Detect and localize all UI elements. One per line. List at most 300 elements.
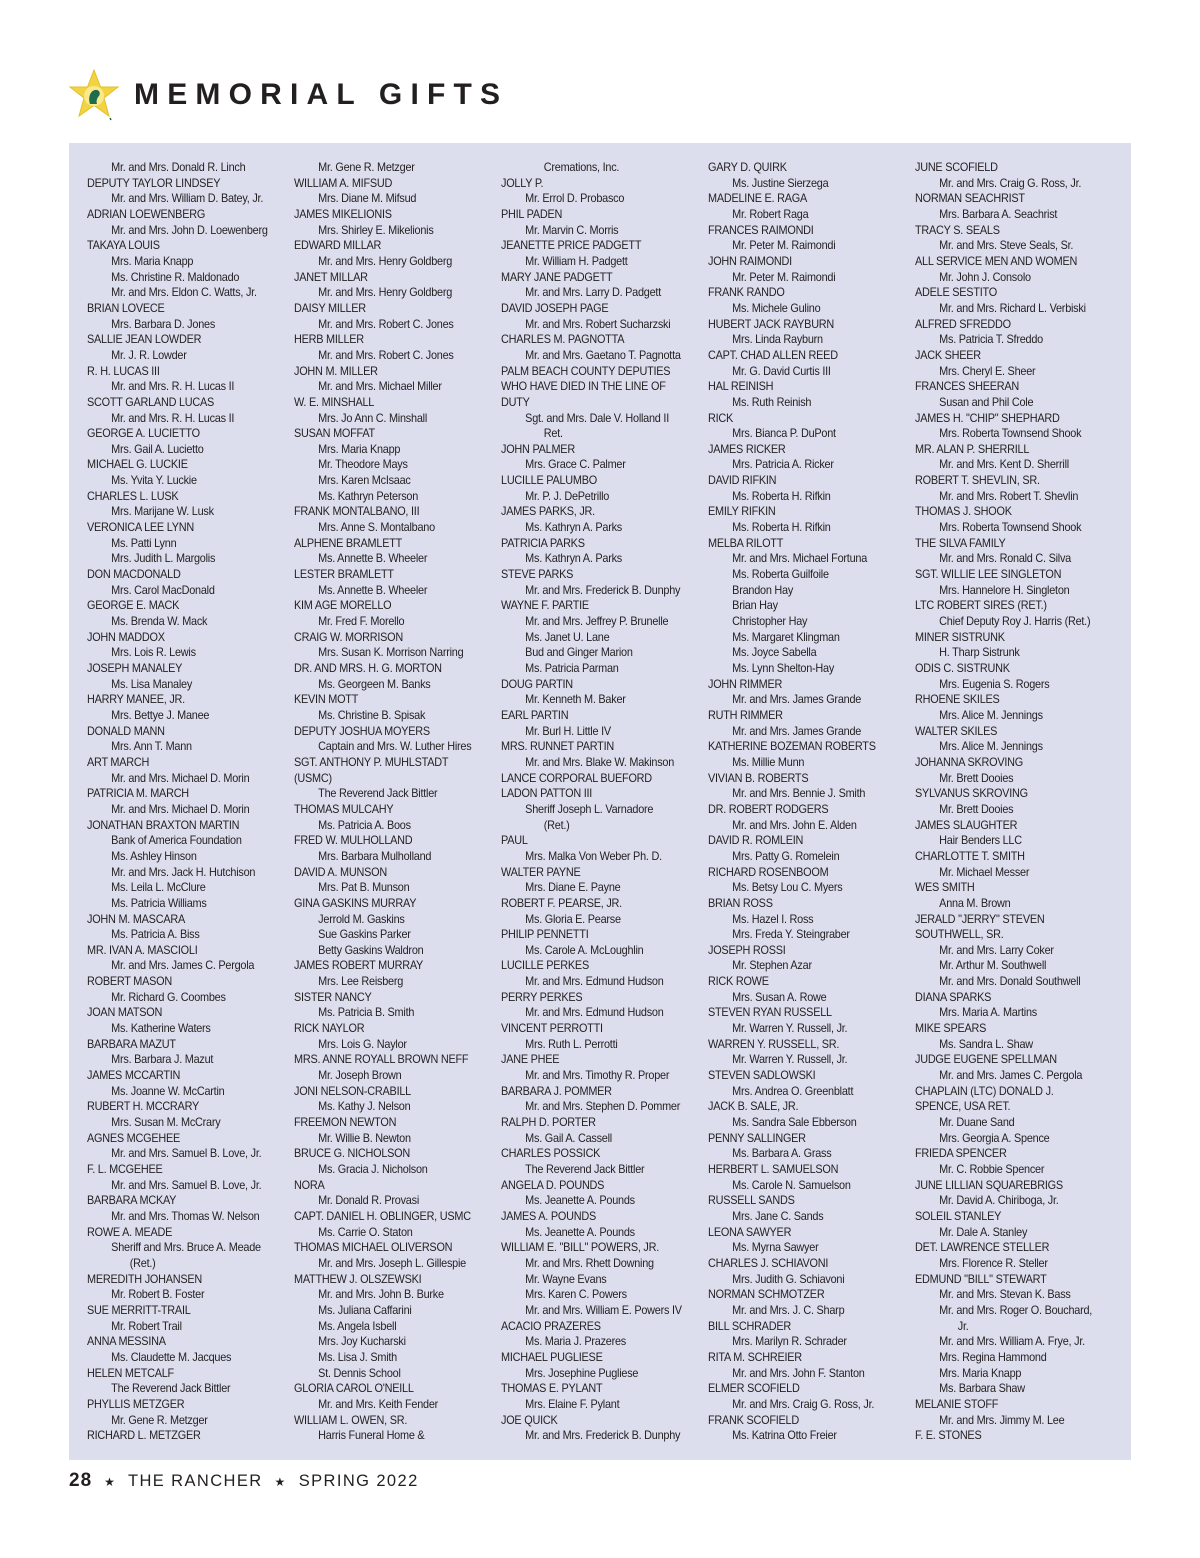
donor-name: Mrs. Barbara A. Seachrist	[939, 207, 1058, 221]
donor-name: Mr. and Mrs. John D. Loewenberg	[111, 223, 268, 237]
honoree-name: WES SMITH	[915, 881, 975, 895]
issue-name: SPRING 2022	[298, 1472, 419, 1490]
donor-name: Mrs. Susan K. Morrison Narring	[318, 646, 464, 660]
honoree-name: TAKAYA LOUIS	[87, 239, 160, 253]
honoree-name: LANCE CORPORAL BUEFORD	[501, 771, 652, 785]
donor-name: Mr. C. Robbie Spencer	[939, 1163, 1045, 1176]
donor-name: Mrs. Maria Knapp	[111, 254, 194, 268]
honoree-name: JOAN MATSON	[87, 1006, 163, 1020]
honoree-name: JOSEPH ROSSI	[708, 943, 786, 957]
honoree-name: VERONICA LEE LYNN	[87, 521, 194, 535]
donor-name: Sheriff Joseph L. Varnadore	[525, 802, 654, 816]
honoree-name: HELEN METCALF	[87, 1366, 174, 1380]
donor-name: Mr. John J. Consolo	[939, 270, 1031, 284]
donor-name: Mr. and Mrs. John F. Stanton	[732, 1366, 865, 1380]
donor-name: Mr. Peter M. Raimondi	[732, 270, 836, 284]
donor-name: Sgt. and Mrs. Dale V. Holland II	[525, 411, 669, 425]
donor-name: Ms. Michele Gulino	[732, 301, 821, 315]
donor-name: Ms. Sandra L. Shaw	[939, 1037, 1033, 1051]
donor-name: Mr. and Mrs. Henry Goldberg	[318, 254, 453, 268]
donor-name: Mr. and Mrs. Michael Miller	[318, 380, 442, 394]
donor-name: Mr. and Mrs. Frederick B. Dunphy	[525, 1429, 681, 1443]
honoree-name: GEORGE E. MACK	[87, 599, 180, 613]
honoree-name: JOHN RAIMONDI	[708, 254, 792, 268]
honoree-name: JANET MILLAR	[294, 270, 368, 284]
donor-name: Christopher Hay	[732, 615, 808, 629]
honoree-name: MADELINE E. RAGA	[708, 192, 807, 206]
donor-name: Ms. Carole A. McLoughlin	[525, 943, 644, 957]
honoree-name: DAISY MILLER	[294, 301, 366, 315]
donor-name: Mr. and Mrs. Roger O. Bouchard,	[939, 1303, 1093, 1317]
donor-name: Mrs. Anne S. Montalbano	[318, 521, 435, 535]
honoree-name: FRANCES SHEERAN	[915, 380, 1020, 394]
donor-name: Mr. Stephen Azar	[732, 959, 812, 973]
honoree-name: RICHARD L. METZGER	[87, 1429, 201, 1443]
donor-name: Ms. Lisa Manaley	[111, 677, 193, 691]
donor-name: Mr. and Mrs. Frederick B. Dunphy	[525, 583, 681, 597]
donor-name: Mr. and Mrs. Bennie J. Smith	[732, 787, 866, 801]
donor-name: Mr. and Mrs. Keith Fender	[318, 1397, 439, 1411]
donor-name: Mr. Marvin C. Morris	[525, 223, 619, 237]
donor-name: Sheriff and Mrs. Bruce A. Meade	[111, 1241, 261, 1255]
honoree-name: BRIAN ROSS	[708, 896, 773, 910]
honoree-name: PENNY SALLINGER	[708, 1131, 806, 1145]
honoree-name: WAYNE F. PARTIE	[501, 599, 589, 613]
donor-name: Ms. Patricia T. Sfreddo	[939, 333, 1043, 347]
honoree-name: DEPUTY TAYLOR LINDSEY	[87, 176, 221, 190]
honoree-name: DEPUTY JOSHUA MOYERS	[294, 724, 430, 738]
honoree-name: JAMES SLAUGHTER	[915, 818, 1018, 832]
honoree-name: LEONA SAWYER	[708, 1225, 792, 1239]
honoree-name: LUCILLE PERKES	[501, 959, 589, 973]
honoree-name: (USMC)	[294, 771, 332, 785]
honoree-name: TRACY S. SEALS	[915, 223, 1000, 237]
honoree-name: EMILY RIFKIN	[708, 505, 776, 519]
honoree-name: MRS. ANNE ROYALL BROWN NEFF	[294, 1053, 469, 1067]
donor-name: Ms. Patricia A. Boos	[318, 818, 411, 832]
donor-name: Mr. and Mrs. John E. Alden	[732, 818, 857, 832]
honoree-name: NORA	[294, 1178, 325, 1192]
donor-name: Ms. Katrina Otto Freier	[732, 1429, 837, 1443]
donor-name: Ms. Angela Isbell	[318, 1319, 397, 1333]
donor-name: Mr. and Mrs. Ronald C. Silva	[939, 552, 1072, 566]
star-separator-icon: ★	[104, 1475, 117, 1489]
honoree-name: WALTER PAYNE	[501, 865, 581, 879]
donor-name: Ms. Gracia J. Nicholson	[318, 1163, 428, 1176]
donor-name: Mr. Theodore Mays	[318, 458, 408, 472]
honoree-name: HERBERT L. SAMUELSON	[708, 1163, 839, 1176]
star-separator-icon: ★	[274, 1475, 287, 1489]
donor-name: Mrs. Susan A. Rowe	[732, 990, 827, 1004]
honoree-name: RICK NAYLOR	[294, 1022, 365, 1036]
donor-name: Mrs. Bettye J. Manee	[111, 708, 210, 722]
donor-name: Mrs. Georgia A. Spence	[939, 1131, 1050, 1145]
donor-name: Mrs. Josephine Pugliese	[525, 1366, 639, 1380]
donor-name: Jerrold M. Gaskins	[318, 912, 405, 926]
donor-name: Mrs. Grace C. Palmer	[525, 458, 626, 472]
memorial-column-2	[294, 160, 497, 1444]
donor-name: Mrs. Shirley E. Mikelionis	[318, 223, 434, 237]
donor-name: Ms. Gail A. Cassell	[525, 1131, 612, 1145]
donor-name: Mr. Willie B. Newton	[318, 1131, 411, 1145]
honoree-name: LESTER BRAMLETT	[294, 568, 394, 582]
donor-name: Mr. and Mrs. Robert C. Jones	[318, 348, 454, 362]
donor-name: Mr. Arthur M. Southwell	[939, 959, 1047, 973]
donor-name: Ms. Lisa J. Smith	[318, 1350, 397, 1364]
honoree-name: HAL REINISH	[708, 380, 774, 394]
donor-name: Ms. Janet U. Lane	[525, 630, 610, 644]
donor-name: Ms. Carole N. Samuelson	[732, 1178, 851, 1192]
donor-name: Mrs. Karen McIsaac	[318, 474, 411, 488]
donor-name: Mrs. Cheryl E. Sheer	[939, 364, 1036, 378]
donor-name: Mrs. Ruth L. Perrotti	[525, 1037, 618, 1051]
honoree-name: FRANK RANDO	[708, 286, 785, 300]
honoree-name: JAMES ROBERT MURRAY	[294, 959, 424, 973]
page-title: MEMORIAL GIFTS	[134, 78, 509, 111]
honoree-name: BARBARA MAZUT	[87, 1037, 176, 1051]
honoree-name: KIM AGE MORELLO	[294, 599, 392, 613]
donor-name: Mr. Fred F. Morello	[318, 615, 405, 629]
donor-name: Mr. and Mrs. Larry D. Padgett	[525, 286, 662, 300]
donor-name: Ms. Patti Lynn	[111, 536, 177, 550]
donor-name: Mrs. Malka Von Weber Ph. D.	[525, 849, 662, 863]
honoree-name: WALTER SKILES	[915, 724, 998, 738]
donor-name: Mr. Robert Raga	[732, 207, 809, 221]
page-footer	[69, 1470, 419, 1492]
donor-name: Ms. Christine R. Maldonado	[111, 270, 240, 284]
honoree-name: PALM BEACH COUNTY DEPUTIES	[501, 364, 671, 378]
donor-name: Ms. Roberta Guilfoile	[732, 568, 829, 582]
honoree-name: PERRY PERKES	[501, 990, 583, 1004]
donor-name: Mr. and Mrs. William A. Frye, Jr.	[939, 1335, 1085, 1349]
donor-name: Ms. Joanne W. McCartin	[111, 1084, 225, 1098]
honoree-name: JAMES PARKS, JR.	[501, 505, 595, 519]
donor-name: Mr. Michael Messer	[939, 865, 1030, 879]
donor-name: Mr. and Mrs. Richard L. Verbiski	[939, 301, 1086, 315]
honoree-name: SUE MERRITT-TRAIL	[87, 1303, 191, 1317]
honoree-name: NORMAN SCHMOTZER	[708, 1288, 825, 1302]
honoree-name: SUSAN MOFFAT	[294, 427, 375, 441]
honoree-name: ROWE A. MEADE	[87, 1225, 173, 1239]
donor-name: Mr. and Mrs. Michael Fortuna	[732, 552, 868, 566]
honoree-name: VIVIAN B. ROBERTS	[708, 771, 809, 785]
honoree-name: FRIEDA SPENCER	[915, 1147, 1007, 1161]
honoree-name: CRAIG W. MORRISON	[294, 630, 403, 644]
donor-name: Mr. and Mrs. Jeffrey P. Brunelle	[525, 615, 669, 629]
donor-name: Mrs. Ann T. Mann	[111, 740, 192, 754]
donor-name: Ms. Patricia A. Biss	[111, 928, 200, 942]
honoree-name: JOHN PALMER	[501, 442, 575, 456]
donor-name: Cremations, Inc.	[543, 161, 620, 174]
honoree-name: HERB MILLER	[294, 333, 364, 347]
honoree-name: JONI NELSON-CRABILL	[294, 1084, 411, 1098]
donor-name: Mr. J. R. Lowder	[111, 348, 187, 362]
honoree-name: W. E. MINSHALL	[294, 395, 375, 409]
honoree-name: HARRY MANEE, JR.	[87, 693, 185, 707]
memorial-column-4	[708, 160, 911, 1444]
donor-name: Betty Gaskins Waldron	[318, 943, 424, 957]
donor-name: Mr. Dale A. Stanley	[939, 1225, 1028, 1239]
donor-name: Ms. Christine B. Spisak	[318, 708, 426, 722]
honoree-name: RITA M. SCHREIER	[708, 1350, 802, 1364]
donor-name: Ms. Brenda W. Mack	[111, 615, 208, 629]
donor-name: Ms. Jeanette A. Pounds	[525, 1225, 635, 1239]
donor-name: Bud and Ginger Marion	[525, 646, 633, 660]
honoree-name: WHO HAVE DIED IN THE LINE OF	[501, 380, 666, 394]
donor-name: Mrs. Maria Knapp	[939, 1366, 1022, 1380]
honoree-name: CHARLES M. PAGNOTTA	[501, 333, 625, 347]
donor-name: Mrs. Jane C. Sands	[732, 1209, 824, 1223]
donor-name: Mr. and Mrs. John B. Burke	[318, 1288, 444, 1302]
honoree-name: JAMES A. POUNDS	[501, 1209, 596, 1223]
honoree-name: WILLIAM L. OWEN, SR.	[294, 1413, 408, 1427]
publication-name: THE RANCHER	[127, 1472, 263, 1490]
memorial-column-1	[87, 160, 290, 1444]
donor-name: Mrs. Patty G. Romelein	[732, 849, 840, 863]
donor-name: Mrs. Judith L. Margolis	[111, 552, 216, 566]
donor-name: Mr. and Mrs. Michael D. Morin	[111, 771, 250, 785]
donor-name: Susan and Phil Cole	[939, 395, 1034, 409]
donor-name: Mrs. Florence R. Steller	[939, 1256, 1048, 1270]
donor-name: Mrs. Diane M. Mifsud	[318, 192, 417, 206]
honoree-name: DAVID JOSEPH PAGE	[501, 301, 609, 315]
honoree-name: FRANCES RAIMONDI	[708, 223, 814, 237]
donor-name: Mr. Duane Sand	[939, 1116, 1015, 1130]
honoree-name: GARY D. QUIRK	[708, 161, 787, 174]
honoree-name: GEORGE A. LUCIETTO	[87, 427, 200, 441]
donor-name: Mrs. Roberta Townsend Shook	[939, 521, 1082, 535]
honoree-name: F. E. STONES	[915, 1429, 982, 1443]
donor-name: Mr. Gene R. Metzger	[318, 161, 415, 174]
honoree-name: DR. AND MRS. H. G. MORTON	[294, 662, 442, 675]
honoree-name: MIKE SPEARS	[915, 1022, 987, 1036]
honoree-name: MR. IVAN A. MASCIOLI	[87, 943, 198, 957]
memorial-column-5	[915, 160, 1118, 1444]
honoree-name: SPENCE, USA RET.	[915, 1100, 1011, 1114]
honoree-name: ROBERT MASON	[87, 975, 172, 989]
honoree-name: LADON PATTON III	[501, 787, 593, 801]
donor-name: Ms. Barbara Shaw	[939, 1382, 1025, 1396]
honoree-name: JOHN M. MILLER	[294, 364, 378, 378]
donor-name: Mrs. Patricia A. Ricker	[732, 458, 834, 472]
donor-name: Ms. Yvita Y. Luckie	[111, 474, 197, 488]
honoree-name: RALPH D. PORTER	[501, 1116, 596, 1130]
donor-name: Mr. Gene R. Metzger	[111, 1413, 208, 1427]
donor-name: Mrs. Maria Knapp	[318, 442, 401, 456]
honoree-name: JOHANNA SKROVING	[915, 755, 1024, 769]
donor-name: Mr. and Mrs. Joseph L. Gillespie	[318, 1256, 467, 1270]
honoree-name: STEVEN SADLOWSKI	[708, 1069, 816, 1083]
donor-name: (Ret.)	[543, 818, 570, 832]
donor-name: Ms. Patricia Parman	[525, 662, 619, 675]
donor-name: Ms. Myrna Sawyer	[732, 1241, 819, 1255]
honoree-name: ACACIO PRAZERES	[501, 1319, 601, 1333]
page-number: 28	[69, 1470, 93, 1491]
donor-name: Mrs. Pat B. Munson	[318, 881, 410, 895]
donor-name: Mr. and Mrs. James Grande	[732, 693, 862, 707]
honoree-name: SGT. WILLIE LEE SINGLETON	[915, 568, 1062, 582]
honoree-name: JERALD "JERRY" STEVEN	[915, 912, 1045, 926]
honoree-name: CHARLOTTE T. SMITH	[915, 849, 1025, 863]
honoree-name: JONATHAN BRAXTON MARTIN	[87, 818, 240, 832]
honoree-name: CHARLES L. LUSK	[87, 489, 179, 503]
donor-name: Mr. and Mrs. Craig G. Ross, Jr.	[939, 176, 1082, 190]
honoree-name: JANE PHEE	[501, 1053, 560, 1067]
donor-name: Mr. David A. Chiriboga, Jr.	[939, 1194, 1059, 1208]
donor-name: Mr. and Mrs. Kent D. Sherrill	[939, 458, 1069, 472]
donor-name: Mrs. Lois R. Lewis	[111, 646, 196, 660]
honoree-name: SGT. ANTHONY P. MUHLSTADT	[294, 755, 449, 769]
honoree-name: JAMES MCCARTIN	[87, 1069, 181, 1083]
honoree-name: BARBARA MCKAY	[87, 1194, 177, 1208]
honoree-name: FRANK SCOFIELD	[708, 1413, 799, 1427]
honoree-name: WILLIAM E. "BILL" POWERS, JR.	[501, 1241, 660, 1255]
donor-name: Mrs. Lee Reisberg	[318, 975, 404, 989]
honoree-name: MEREDITH JOHANSEN	[87, 1272, 203, 1286]
honoree-name: JOHN RIMMER	[708, 677, 783, 691]
memorial-column-3	[501, 160, 704, 1444]
donor-name: Mrs. Elaine F. Pylant	[525, 1397, 620, 1411]
donor-name: Mrs. Marilyn R. Schrader	[732, 1335, 847, 1349]
honoree-name: JOHN MADDOX	[87, 630, 165, 644]
donor-name: Mrs. Gail A. Lucietto	[111, 442, 204, 456]
donor-name: St. Dennis School	[318, 1366, 401, 1380]
donor-name: Mr. Brett Dooies	[939, 802, 1014, 816]
honoree-name: DONALD MANN	[87, 724, 165, 738]
honoree-name: SALLIE JEAN LOWDER	[87, 333, 202, 347]
honoree-name: ODIS C. SISTRUNK	[915, 662, 1010, 675]
honoree-name: SCOTT GARLAND LUCAS	[87, 395, 215, 409]
donor-name: Ms. Kathryn A. Parks	[525, 521, 623, 535]
donor-name: Mr. Errol D. Probasco	[525, 192, 625, 206]
donor-name: Ms. Kathy J. Nelson	[318, 1100, 411, 1114]
donor-name: Mr. G. David Curtis III	[732, 364, 831, 378]
donor-name: Ms. Carrie O. Staton	[318, 1225, 413, 1239]
honoree-name: ELMER SCOFIELD	[708, 1382, 800, 1396]
donor-name: Captain and Mrs. W. Luther Hires	[318, 740, 472, 754]
donor-name: Mr. Kenneth M. Baker	[525, 693, 626, 707]
honoree-name: RUBERT H. MCCRARY	[87, 1100, 200, 1114]
donor-name: Chief Deputy Roy J. Harris (Ret.)	[939, 615, 1091, 629]
donor-name: Mr. Robert Trail	[111, 1319, 182, 1333]
donor-name: Mr. and Mrs. Samuel B. Love, Jr.	[111, 1178, 262, 1192]
donor-name: Ms. Sandra Sale Ebberson	[732, 1116, 857, 1130]
donor-name: Ms. Patricia B. Smith	[318, 1006, 415, 1020]
honoree-name: BRUCE G. NICHOLSON	[294, 1147, 411, 1161]
honoree-name: EARL PARTIN	[501, 708, 569, 722]
honoree-name: KEVIN MOTT	[294, 693, 359, 707]
donor-name: Mrs. Susan M. McCrary	[111, 1116, 221, 1130]
donor-name: Mrs. Maria A. Martins	[939, 1006, 1037, 1020]
donor-name: H. Tharp Sistrunk	[939, 646, 1020, 660]
donor-name: Mr. and Mrs. Craig G. Ross, Jr.	[732, 1397, 875, 1411]
donor-name: Ms. Annette B. Wheeler	[318, 552, 428, 566]
honoree-name: PAUL	[501, 834, 528, 848]
donor-name: Mrs. Linda Rayburn	[732, 333, 823, 347]
honoree-name: FRED W. MULHOLLAND	[294, 834, 413, 848]
honoree-name: LTC ROBERT SIRES (RET.)	[915, 599, 1047, 613]
honoree-name: EDWARD MILLAR	[294, 239, 382, 253]
honoree-name: PATRICIA M. MARCH	[87, 787, 189, 801]
honoree-name: GLORIA CAROL O'NEILL	[294, 1382, 414, 1396]
donor-name: Mr. and Mrs. Michael D. Morin	[111, 802, 250, 816]
honoree-name: CHARLES J. SCHIAVONI	[708, 1256, 829, 1270]
donor-name: Mrs. Freda Y. Steingraber	[732, 928, 850, 942]
honoree-name: FREEMON NEWTON	[294, 1116, 397, 1130]
honoree-name: DAVID RIFKIN	[708, 474, 777, 488]
donor-name: Ms. Roberta H. Rifkin	[732, 521, 831, 535]
honoree-name: STEVE PARKS	[501, 568, 574, 582]
honoree-name: DON MACDONALD	[87, 568, 181, 582]
honoree-name: RHOENE SKILES	[915, 693, 1000, 707]
donor-name: Mrs. Barbara Mulholland	[318, 849, 432, 863]
honoree-name: JACK B. SALE, JR.	[708, 1100, 799, 1114]
honoree-name: JUNE LILLIAN SQUAREBRIGS	[915, 1178, 1063, 1192]
honoree-name: WILLIAM A. MIFSUD	[294, 176, 393, 190]
honoree-name: PHILIP PENNETTI	[501, 928, 589, 942]
donor-name: Anna M. Brown	[939, 896, 1011, 910]
donor-name: Mrs. Andrea O. Greenblatt	[732, 1084, 854, 1098]
donor-name: Ms. Betsy Lou C. Myers	[732, 881, 843, 895]
honoree-name: JOSEPH MANALEY	[87, 662, 183, 675]
honoree-name: THOMAS MICHAEL OLIVERSON	[294, 1241, 453, 1255]
honoree-name: THOMAS MULCAHY	[294, 802, 394, 816]
honoree-name: STEVEN RYAN RUSSELL	[708, 1006, 832, 1020]
donor-name: Mr. Robert B. Foster	[111, 1288, 205, 1302]
honoree-name: PATRICIA PARKS	[501, 536, 585, 550]
honoree-name: RICK ROWE	[708, 975, 769, 989]
donor-name: Ms. Juliana Caffarini	[318, 1303, 412, 1317]
donor-name: The Reverend Jack Bittler	[318, 787, 438, 801]
donor-name: Ms. Claudette M. Jacques	[111, 1350, 232, 1364]
donor-name: Mr. and Mrs. Edmund Hudson	[525, 975, 664, 989]
donor-name: Ms. Gloria E. Pearse	[525, 912, 621, 926]
honoree-name: LUCILLE PALUMBO	[501, 474, 597, 488]
honoree-name: CHAPLAIN (LTC) DONALD J.	[915, 1084, 1054, 1098]
donor-name: Mr. and Mrs. Donald Southwell	[939, 975, 1081, 989]
honoree-name: MARY JANE PADGETT	[501, 270, 613, 284]
donor-name: Mrs. Karen C. Powers	[525, 1288, 627, 1302]
donor-name: Jr.	[957, 1319, 969, 1333]
honoree-name: MICHAEL G. LUCKIE	[87, 458, 188, 472]
donor-name: Mr. Donald R. Provasi	[318, 1194, 420, 1208]
donor-name: Mr. and Mrs. Timothy R. Proper	[525, 1069, 670, 1083]
honoree-name: KATHERINE BOZEMAN ROBERTS	[708, 740, 876, 754]
honoree-name: F. L. MCGEHEE	[87, 1163, 163, 1176]
donor-name: Mrs. Regina Hammond	[939, 1350, 1047, 1364]
honoree-name: ALPHENE BRAMLETT	[294, 536, 403, 550]
donor-name: Ms. Barbara A. Grass	[732, 1147, 832, 1161]
donor-name: Mr. P. J. DePetrillo	[525, 489, 610, 503]
honoree-name: BILL SCHRADER	[708, 1319, 791, 1333]
donor-name: The Reverend Jack Bittler	[525, 1163, 645, 1176]
honoree-name: SYLVANUS SKROVING	[915, 787, 1028, 801]
honoree-name: SISTER NANCY	[294, 990, 372, 1004]
donor-name: Ms. Roberta H. Rifkin	[732, 489, 831, 503]
donor-name: Mrs. Barbara J. Mazut	[111, 1053, 214, 1067]
donor-name: Mrs. Lois G. Naylor	[318, 1037, 407, 1051]
donor-name: Ret.	[543, 427, 563, 441]
donor-name: Mr. Burl H. Little IV	[525, 724, 611, 738]
donor-name: Ms. Leila L. McClure	[111, 881, 206, 895]
honoree-name: SOLEIL STANLEY	[915, 1209, 1002, 1223]
donor-name: Mr. Warren Y. Russell, Jr.	[732, 1053, 848, 1067]
donor-name: Ms. Kathryn Peterson	[318, 489, 419, 503]
donor-name: Mr. and Mrs. Jimmy M. Lee	[939, 1413, 1065, 1427]
honoree-name: JOLLY P.	[501, 176, 544, 190]
donor-name: Mr. and Mrs. Blake W. Makinson	[525, 755, 675, 769]
honoree-name: WARREN Y. RUSSELL, SR.	[708, 1037, 840, 1051]
